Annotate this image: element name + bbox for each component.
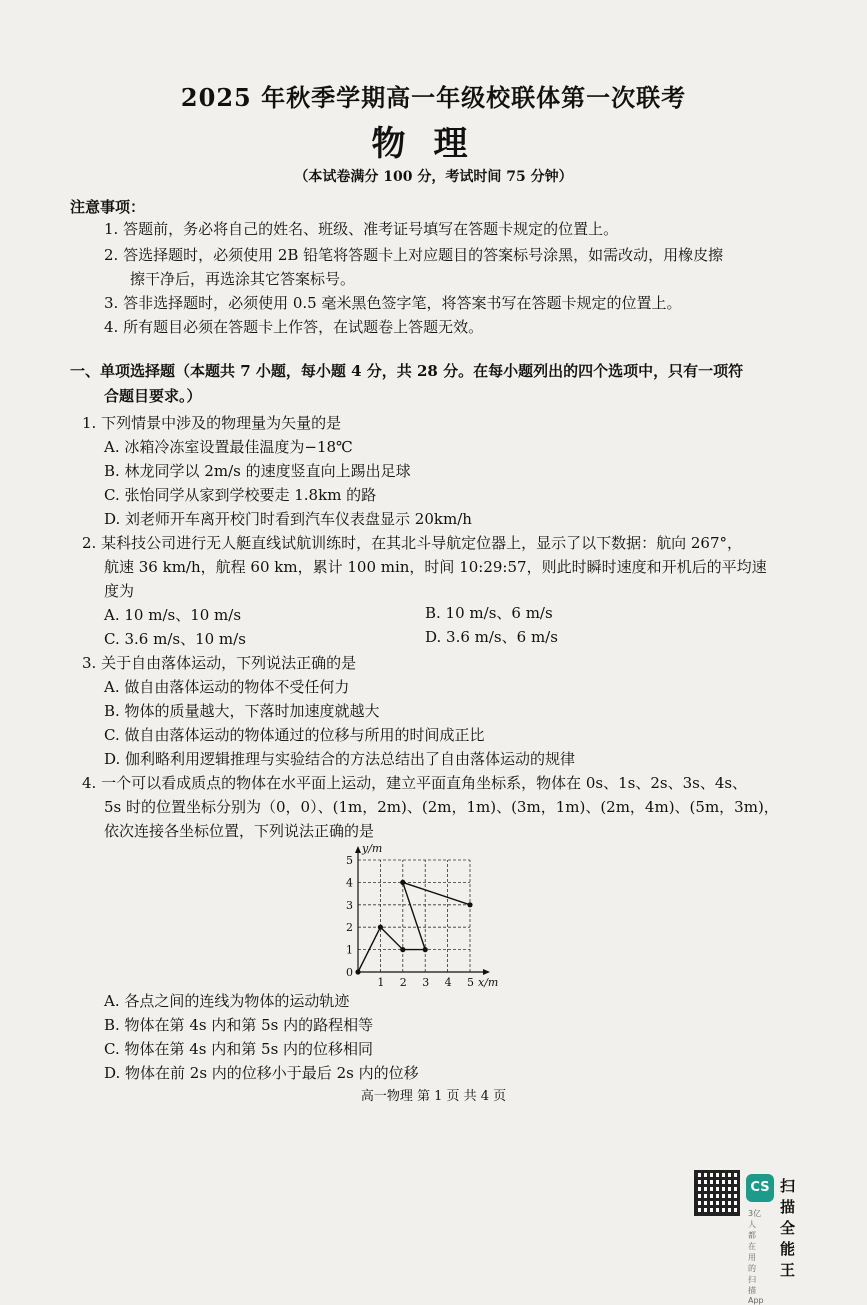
y-tick-label: 5 — [346, 854, 353, 867]
q4-option-a: A. 各点之间的连线为物体的运动轨迹 — [104, 992, 350, 1010]
exam-title: 2025 年秋季学期高一年级校联体第一次联考 — [180, 83, 687, 112]
notice-item-4: 4. 所有题目必须在答题卡上作答，在试题卷上答题无效。 — [104, 318, 484, 336]
y-tick-label: 1 — [346, 943, 353, 957]
q4-stem-3: 依次连接各坐标位置，下列说法正确的是 — [104, 822, 375, 840]
position-point — [467, 902, 472, 907]
q3-option-c: C. 做自由落体运动的物体通过的位移与所用的时间成正比 — [104, 726, 485, 744]
x-tick-label: 3 — [422, 976, 430, 988]
q4-option-d: D. 物体在前 2s 内的位移小于最后 2s 内的位移 — [104, 1064, 419, 1082]
y-tick-label: 3 — [346, 898, 353, 912]
q1-option-c: C. 张怡同学从家到学校要走 1.8km 的路 — [104, 486, 377, 504]
q2-stem-1: 2. 某科技公司进行无人艇直线试航训练时，在其北斗导航定位器上，显示了以下数据：航向 267°， — [82, 534, 742, 552]
notice-item-3: 3. 答非选择题时，必须使用 0.5 毫米黑色签字笔，将答案书写在答题卡规定的位置上。 — [104, 294, 682, 312]
notice-item-2: 2. 答选择题时，必须使用 2B 铅笔将答题卡上对应题目的答案标号涂黑，如需改动，用橡皮擦 — [104, 246, 724, 264]
q3-stem: 3. 关于自由落体运动，下列说法正确的是 — [82, 654, 357, 672]
q1-option-b: B. 林龙同学以 2m/s 的速度竖直向上踢出足球 — [104, 462, 411, 480]
x-axis-label: x/m — [478, 976, 499, 988]
subject-title: 物理 — [371, 124, 496, 164]
y-tick-label: 4 — [346, 876, 353, 890]
section-heading-cont: 合题目要求。） — [104, 387, 202, 405]
watermark-sub: 3亿人都在用的扫描App — [748, 1209, 764, 1305]
scanner-watermark — [694, 1170, 796, 1305]
q3-option-d: D. 伽利略利用逻辑推理与实验结合的方法总结出了自由落体运动的规律 — [104, 750, 576, 768]
q2-option-a: A. 10 m/s、10 m/s — [104, 606, 242, 624]
watermark-name: 扫描全能王 — [780, 1177, 796, 1279]
x-tick-label: 1 — [377, 976, 385, 988]
q2-option-b: B. 10 m/s、6 m/s — [425, 604, 553, 622]
q4-option-c: C. 物体在第 4s 内和第 5s 内的位移相同 — [104, 1040, 374, 1058]
q2-stem-3: 度为 — [104, 582, 135, 600]
q3-option-b: B. 物体的质量越大，下落时加速度就越大 — [104, 702, 380, 720]
origin-label: 0 — [346, 966, 353, 979]
x-tick-label: 2 — [399, 976, 407, 988]
q1-option-a: A. 冰箱冷冻室设置最佳温度为−18℃ — [104, 438, 353, 456]
y-axis-label: y/m — [362, 842, 383, 855]
y-axis-arrow — [355, 846, 361, 853]
x-axis-arrow — [483, 969, 490, 975]
position-chart — [338, 836, 510, 988]
position-point — [355, 969, 360, 974]
q2-stem-2: 航速 36 km/h，航程 60 km，累计 100 min，时间 10:29:57，则此时瞬时速度和开机后的平均速 — [104, 558, 767, 576]
exam-note: （本试卷满分 100 分，考试时间 75 分钟） — [294, 169, 573, 185]
x-tick-label: 5 — [467, 976, 474, 988]
q4-option-b: B. 物体在第 4s 内和第 5s 内的路程相等 — [104, 1016, 374, 1034]
section-heading: 一、单项选择题（本题共 7 小题，每小题 4 分，共 28 分。在每小题列出的四个选项中，只有一项符 — [70, 362, 744, 380]
q1-stem: 1. 下列情景中涉及的物理量为矢量的是 — [82, 414, 342, 432]
q2-option-c: C. 3.6 m/s、10 m/s — [104, 630, 246, 648]
y-tick-label: 2 — [346, 921, 353, 935]
q2-option-d: D. 3.6 m/s、6 m/s — [425, 628, 558, 646]
position-point — [400, 947, 405, 952]
position-point — [378, 925, 383, 930]
page-footer: 高一物理 第 1 页 共 4 页 — [360, 1089, 507, 1104]
q4-stem-2: 5s 时的位置坐标分别为（0，0）、(1m，2m)、(2m，1m)、(3m，1m)、(2m，4m)、(5m，3m)， — [104, 798, 779, 816]
camscanner-logo: CS — [746, 1174, 774, 1202]
qr-code-icon — [694, 1170, 740, 1216]
x-tick-label: 4 — [444, 976, 452, 988]
notice-heading: 注意事项： — [70, 198, 146, 216]
position-point — [400, 880, 405, 885]
q1-option-d: D. 刘老师开车离开校门时看到汽车仪表盘显示 20km/h — [104, 510, 472, 528]
q3-option-a: A. 做自由落体运动的物体不受任何力 — [104, 678, 350, 696]
q4-stem-1: 4. 一个可以看成质点的物体在水平面上运动，建立平面直角坐标系，物体在 0s、1s、2s、3s、4s、 — [82, 774, 748, 792]
notice-item-2-cont: 擦干净后，再选涂其它答案标号。 — [130, 270, 356, 288]
notice-item-1: 1. 答题前，务必将自己的姓名、班级、准考证号填写在答题卡规定的位置上。 — [104, 220, 619, 238]
position-point — [423, 947, 428, 952]
